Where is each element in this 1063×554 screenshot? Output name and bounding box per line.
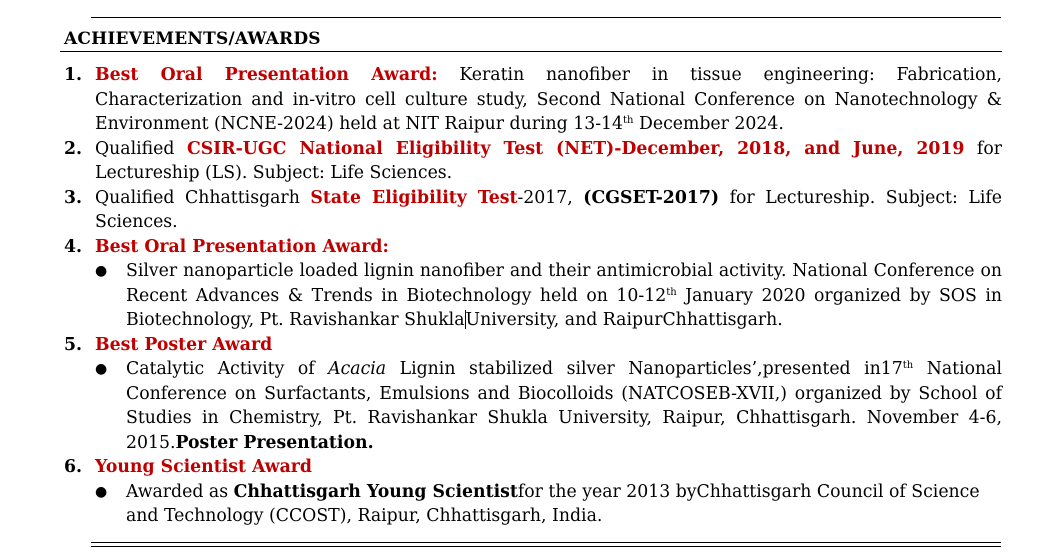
award-title: CSIR-UGC National Eligibility Test (NET)-December, 2018, and June, 2019 — [186, 138, 965, 159]
award-title: Best Poster Award — [95, 334, 273, 355]
item-number: 3. — [64, 187, 83, 208]
bullet-text: Catalytic Activity of — [126, 359, 329, 379]
bullet-text: for the year 2013 byChhattisgarh Council of Science and Technology (CCOST), Raipur, Chhattisgarh, India. — [126, 481, 980, 526]
award-title: Young Scientist Award — [95, 457, 312, 477]
list-item — [64, 186, 1002, 235]
bullet-item — [95, 259, 1002, 333]
bullet-italic: Acacia — [328, 359, 387, 379]
award-title: Best Oral Presentation Award: — [95, 65, 438, 85]
item-text: for Lectureship (LS). Subject: Life Sciences. — [95, 138, 1002, 183]
bullet-bold: Chhattisgarh Young Scientist — [233, 481, 518, 502]
bullet-text: January 2020 organized by SOS in Biotechnology, Pt. Ravishankar Shukla — [126, 285, 1002, 330]
bullet-text: Lignin stabilized silver Nanoparticles’,presented in17 — [386, 359, 903, 379]
superscript: th — [623, 115, 634, 126]
item-mid: -2017, — [517, 187, 584, 208]
heading-underline — [60, 51, 1002, 52]
item-number: 5. — [64, 334, 83, 355]
list-item — [64, 137, 1002, 186]
list-item — [64, 235, 1002, 333]
bullet-text: Awarded as — [126, 481, 234, 502]
item-number: 2. — [64, 138, 83, 159]
list-item — [64, 333, 1002, 456]
bullet-text: Silver nanoparticle loaded lignin nanofiber and their antimicrobial activity. National Conference on Recent Advances & Trends in Biotechnology held on 10-12 — [126, 261, 1002, 306]
item-text-end: December 2024. — [633, 114, 784, 134]
bottom-rule — [91, 542, 1001, 543]
section-heading: ACHIEVEMENTS/AWARDS — [64, 29, 321, 49]
item-prefix: Qualified Chhattisgarh — [95, 187, 311, 208]
list-item — [64, 63, 1002, 137]
award-title: State Eligibility Test — [310, 187, 518, 208]
bullet-item — [95, 480, 1002, 529]
bullet-text: University, and RaipurChhattisgarh. — [465, 310, 783, 330]
bullet-item — [95, 357, 1002, 455]
bullet-icon: ● — [95, 361, 108, 377]
item-text: Keratin nanofiber in tissue engineering: Fabrication, Characterization and in-vitro cell culture study, Second National Conference on Nanotechnology & Environment (NCNE-2024) held at NIT Raipur during 13-14 — [95, 65, 1002, 134]
superscript: th — [666, 286, 677, 298]
superscript: th — [902, 360, 914, 371]
item-bold: (CGSET-2017) — [583, 187, 720, 208]
bullet-icon: ● — [95, 483, 108, 500]
list-item — [64, 455, 1002, 529]
item-number: 4. — [64, 236, 83, 257]
awards-list — [64, 63, 1002, 529]
award-title: Best Oral Presentation Award: — [95, 236, 389, 257]
bullet-bold: Poster Presentation. — [175, 432, 374, 453]
bullet-icon: ● — [95, 263, 108, 279]
item-text: for Lectureship. Subject: Life Sciences. — [95, 187, 1002, 232]
top-rule — [91, 17, 1001, 18]
item-prefix: Qualified — [95, 138, 187, 159]
item-number: 1. — [64, 65, 83, 85]
bullet-text: National Conference on Surfactants, Emulsions and Biocolloids (NATCOSEB-XVII,) organized by School of Studies in Chemistry, Pt. Ravishankar Shukla University, Raipur, Chhattisgarh. November 4-6, 2015. — [126, 359, 1002, 453]
bottom-rule-2 — [91, 546, 1001, 547]
item-number: 6. — [64, 457, 83, 477]
